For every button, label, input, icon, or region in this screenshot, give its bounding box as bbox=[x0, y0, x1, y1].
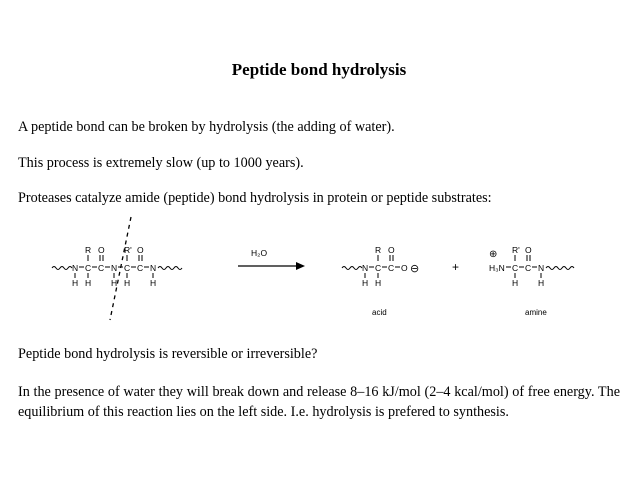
peptide-substrate bbox=[52, 217, 182, 320]
atom-c: C bbox=[388, 263, 395, 273]
atom-h: H bbox=[538, 278, 545, 288]
plus-sign: + bbox=[452, 260, 460, 274]
reaction-scheme bbox=[0, 215, 638, 330]
chain-wave-left bbox=[52, 267, 72, 270]
atom-h5: H bbox=[150, 278, 157, 288]
paragraph-proteases: Proteases catalyze amide (peptide) bond hydrolysis in protein or peptide substrates: bbox=[18, 190, 492, 206]
atom-o2: O bbox=[137, 245, 144, 255]
atom-c: C bbox=[525, 263, 532, 273]
atom-c1: C bbox=[85, 263, 92, 273]
paragraph-question: Peptide bond hydrolysis is reversible or irreversible? bbox=[18, 346, 318, 362]
paragraph-energy: In the presence of water they will break down and release 8–16 kJ/mol (2–4 kcal/mol) of free energy. The equilibrium of this reaction lies on the left side. I.e. hydrolysis is prefered to synthesis. bbox=[18, 384, 620, 420]
reaction-arrow bbox=[238, 248, 305, 270]
atom-c4: C bbox=[137, 263, 144, 273]
chain-wave bbox=[342, 267, 362, 270]
atom-c: C bbox=[512, 263, 519, 273]
atom-r1: R bbox=[85, 245, 92, 255]
atom-o: O bbox=[525, 245, 532, 255]
atom-h2: H bbox=[85, 278, 92, 288]
atom-h: H bbox=[512, 278, 519, 288]
atom-c3: C bbox=[124, 263, 131, 273]
atom-n3: N bbox=[150, 263, 157, 273]
atom-h3: H bbox=[111, 278, 118, 288]
reagent-water: H₂O bbox=[251, 248, 268, 258]
atom-c: C bbox=[375, 263, 382, 273]
atom-o1: O bbox=[98, 245, 105, 255]
negative-charge-icon: ⊖ bbox=[410, 263, 420, 275]
arrow-head bbox=[296, 262, 305, 270]
page-title: Peptide bond hydrolysis bbox=[231, 60, 407, 79]
atom-o: O bbox=[401, 263, 408, 273]
product-acid bbox=[342, 245, 419, 317]
paragraph-slow-process: This process is extremely slow (up to 1000 years). bbox=[18, 155, 304, 171]
label-acid: acid bbox=[372, 308, 387, 317]
paragraph-hydrolysis-definition: A peptide bond can be broken by hydrolysis (the adding of water). bbox=[18, 119, 395, 135]
atom-h: H bbox=[375, 278, 382, 288]
atom-h: H bbox=[362, 278, 369, 288]
atom-r-prime: R' bbox=[512, 245, 520, 255]
atom-h4: H bbox=[124, 278, 131, 288]
positive-charge-icon: ⊕ bbox=[489, 249, 498, 260]
atom-n: N bbox=[538, 263, 545, 273]
product-amine bbox=[489, 245, 574, 317]
atom-c2: C bbox=[98, 263, 105, 273]
atom-h1: H bbox=[72, 278, 79, 288]
atom-r2: R' bbox=[124, 245, 132, 255]
chain-wave-right bbox=[158, 267, 182, 270]
atom-n2: N bbox=[111, 263, 118, 273]
label-amine: amine bbox=[525, 308, 547, 317]
atom-r: R bbox=[375, 245, 382, 255]
atom-n: N bbox=[362, 263, 369, 273]
chain-wave bbox=[546, 267, 574, 270]
atom-n1: N bbox=[72, 263, 79, 273]
atom-h3n: H₃N bbox=[489, 263, 505, 273]
atom-o: O bbox=[388, 245, 395, 255]
